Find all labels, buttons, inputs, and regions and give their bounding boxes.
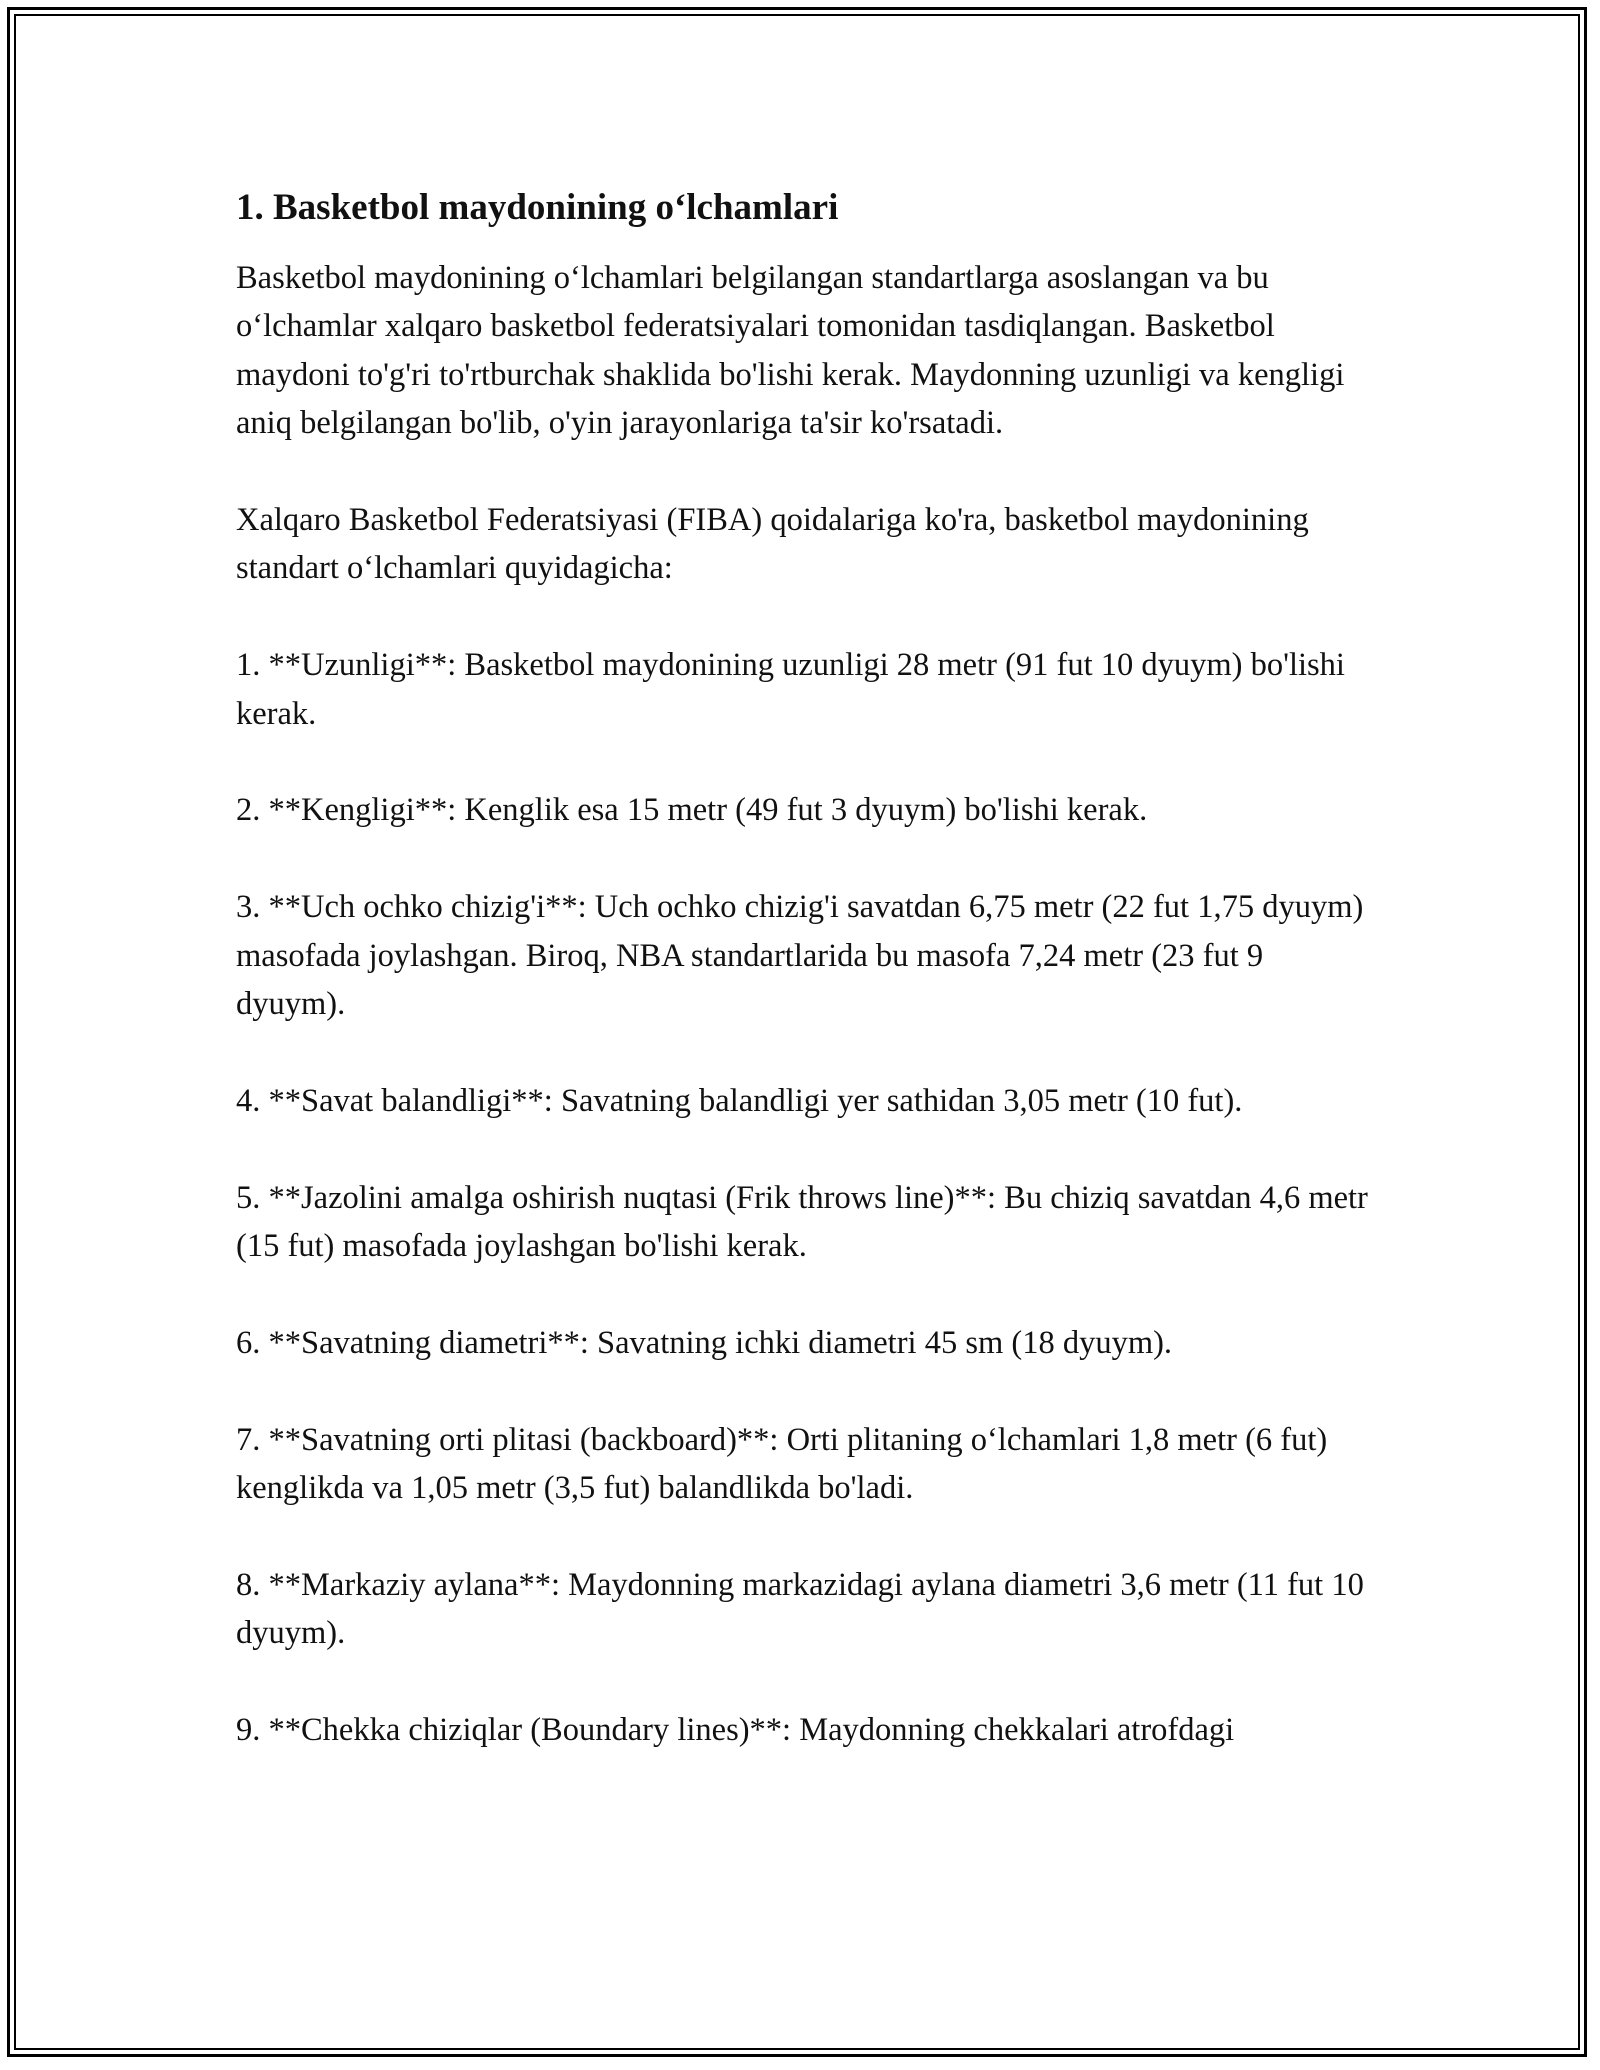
intro-paragraph: Basketbol maydonining o‘lchamlari belgilangan standartlarga asoslangan va bu o‘lchamlar xalqaro basketbol federatsiyalari tomonidan tasdiqlangan. Basketbol maydoni to'g'ri to'rtburchak shaklida bo'lishi kerak. Maydonning uzunligi va kengligi aniq belgilangan bo'lib, o'yin jarayonlariga ta'sir ko'rsatadi. bbox=[236, 260, 1345, 442]
list-item-free-throw-line: 5. **Jazolini amalga oshirish nuqtasi (Frik throws line)**: Bu chiziq savatdan 4,6 metr (15 fut) masofada joylashgan bo'lishi kerak. bbox=[236, 1179, 1368, 1265]
list-item-center-circle: 8. **Markaziy aylana**: Maydonning markazidagi aylana diametri 3,6 metr (11 fut 10 dyuym). bbox=[236, 1566, 1364, 1652]
section-heading: 1. Basketbol maydonining o‘lchamlari bbox=[236, 187, 839, 228]
document-body bbox=[236, 184, 1376, 1803]
list-item-length: 1. **Uzunligi**: Basketbol maydonining uzunligi 28 metr (91 fut 10 dyuym) bo'lishi kerak. bbox=[236, 647, 1345, 732]
list-item-three-point-line: 3. **Uch ochko chizig'i**: Uch ochko chizig'i savatdan 6,75 metr (22 fut 1,75 dyuym) masofada joylashgan. Biroq, NBA standartlarida bu masofa 7,24 metr (23 fut 9 dyuym). bbox=[236, 889, 1364, 1023]
fiba-paragraph: Xalqaro Basketbol Federatsiyasi (FIBA) qoidalariga ko'ra, basketbol maydonining standart o‘lchamlari quyidagicha: bbox=[236, 502, 1309, 587]
list-item-width: 2. **Kengligi**: Kenglik esa 15 metr (49 fut 3 dyuym) bo'lishi kerak. bbox=[236, 792, 1148, 829]
list-item-backboard: 7. **Savatning orti plitasi (backboard)**: Orti plitaning o‘lchamlari 1,8 metr (6 fut) kenglikda va 1,05 metr (3,5 fut) balandlikda bo'ladi. bbox=[236, 1421, 1328, 1507]
list-item-boundary-lines: 9. **Chekka chiziqlar (Boundary lines)**: Maydonning chekkalari atrofdagi bbox=[236, 1712, 1235, 1749]
list-item-rim-diameter: 6. **Savatning diametri**: Savatning ichki diametri 45 sm (18 dyuym). bbox=[236, 1324, 1173, 1361]
list-item-basket-height: 4. **Savat balandligi**: Savatning balandligi yer sathidan 3,05 metr (10 fut). bbox=[236, 1082, 1243, 1119]
